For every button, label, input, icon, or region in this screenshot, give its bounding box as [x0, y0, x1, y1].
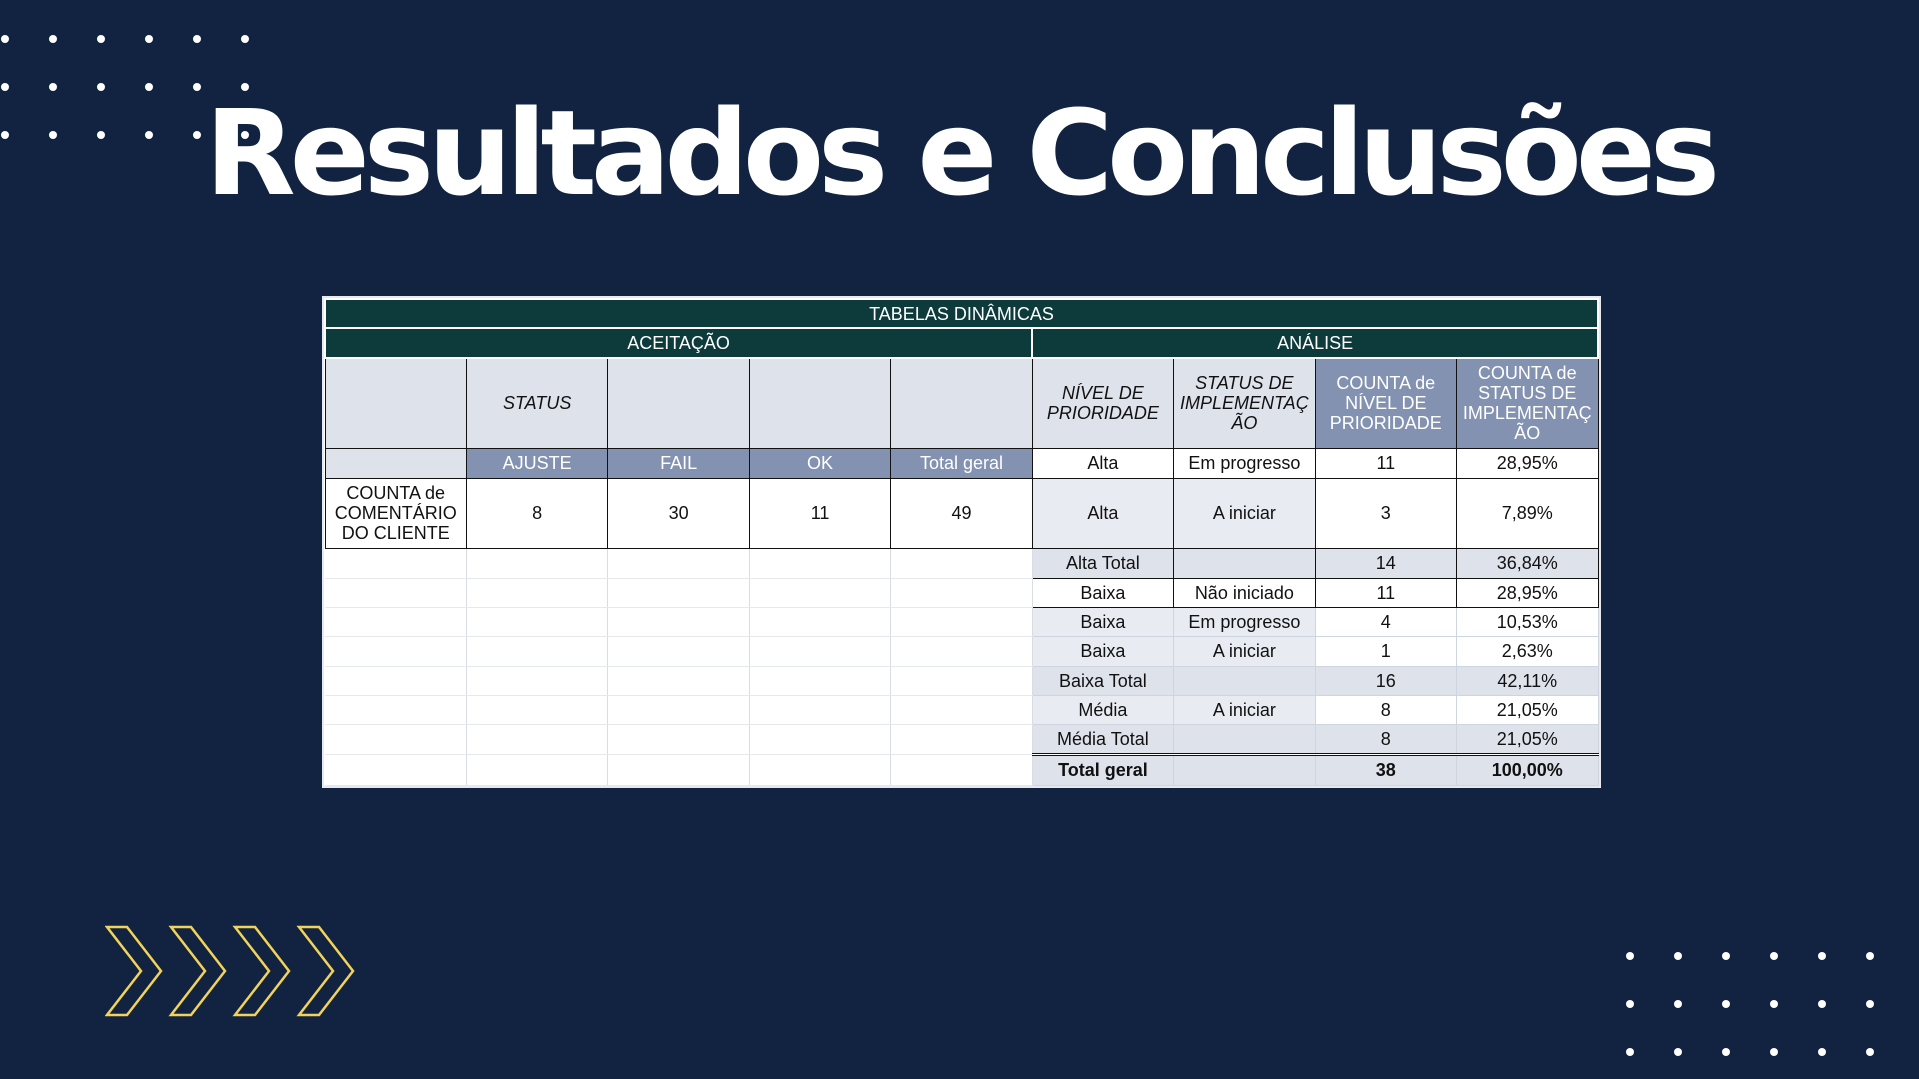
cell-status: A iniciar: [1174, 695, 1315, 724]
cell-level: Alta: [1032, 449, 1173, 478]
cell-count: 3: [1315, 478, 1456, 549]
cell-level: Baixa: [1032, 637, 1173, 666]
cell-percent: 28,95%: [1457, 578, 1599, 607]
chevron-right-icon: [171, 927, 225, 1015]
cell-count: 8: [1315, 725, 1456, 754]
table-row: [325, 449, 1598, 478]
cell-percent: 21,05%: [1457, 725, 1599, 754]
cell-percent: 2,63%: [1457, 637, 1599, 666]
column-ok: OK: [749, 449, 890, 478]
cell-level: Média: [1032, 695, 1173, 724]
section-analise: ANÁLISE: [1032, 328, 1598, 357]
cell-level: Alta Total: [1032, 549, 1173, 578]
table-row: [325, 637, 1598, 666]
header-empty: [325, 358, 466, 449]
cell-status: [1174, 725, 1315, 754]
header-counta-nivel: COUNTA de NÍVEL DE PRIORIDADE: [1315, 358, 1456, 449]
dot-icon: [145, 35, 153, 43]
dot-grid-icon: [1626, 952, 1874, 1056]
dot-icon: [1770, 952, 1778, 960]
dot-icon: [1770, 1048, 1778, 1056]
table-title: TABELAS DINÂMICAS: [325, 299, 1598, 328]
table-row: [325, 478, 1598, 549]
cell-level: Alta: [1032, 478, 1173, 549]
table-row: [325, 549, 1598, 578]
dot-icon: [1626, 1048, 1634, 1056]
cell-level: Baixa Total: [1032, 666, 1173, 695]
cell-count: 11: [1315, 449, 1456, 478]
value-total-geral: 49: [891, 478, 1032, 549]
header-empty: [325, 449, 466, 478]
cell-count: 8: [1315, 695, 1456, 724]
header-status-implementacao: STATUS DE IMPLEMENTAÇ ÃO: [1174, 358, 1315, 449]
cell-status: A iniciar: [1174, 478, 1315, 549]
header-status: STATUS: [466, 358, 607, 449]
cell-level: Baixa: [1032, 607, 1173, 636]
cell-count: 11: [1315, 578, 1456, 607]
table-row: [325, 607, 1598, 636]
table-row: [325, 666, 1598, 695]
table-row: [325, 725, 1598, 754]
cell-level: Baixa: [1032, 578, 1173, 607]
section-aceitacao: ACEITAÇÃO: [325, 328, 1032, 357]
cell-level: Média Total: [1032, 725, 1173, 754]
value-ok: 11: [749, 478, 890, 549]
cell-percent: 36,84%: [1457, 549, 1599, 578]
dot-icon: [1674, 1048, 1682, 1056]
cell-status: [1174, 754, 1315, 785]
cell-status: [1174, 549, 1315, 578]
chevron-right-icon: [105, 925, 365, 1017]
cell-status: Não iniciado: [1174, 578, 1315, 607]
dot-icon: [1818, 1000, 1826, 1008]
dot-icon: [1866, 1000, 1874, 1008]
value-ajuste: 8: [466, 478, 607, 549]
cell-percent: 10,53%: [1457, 607, 1599, 636]
header-empty: [608, 358, 749, 449]
table-row: [325, 695, 1598, 724]
cell-status: Em progresso: [1174, 449, 1315, 478]
cell-percent: 21,05%: [1457, 695, 1599, 724]
dot-icon: [1866, 1048, 1874, 1056]
dot-icon: [1722, 1048, 1730, 1056]
header-empty: [891, 358, 1032, 449]
cell-status: A iniciar: [1174, 637, 1315, 666]
header-nivel-prioridade: NÍVEL DE PRIORIDADE: [1032, 358, 1173, 449]
cell-count: 38: [1315, 754, 1456, 785]
column-ajuste: AJUSTE: [466, 449, 607, 478]
cell-status: Em progresso: [1174, 607, 1315, 636]
cell-percent: 42,11%: [1457, 666, 1599, 695]
header-empty: [749, 358, 890, 449]
table-row: [325, 578, 1598, 607]
row-label: COUNTA de COMENTÁRIO DO CLIENTE: [325, 478, 466, 549]
dot-icon: [1722, 1000, 1730, 1008]
cell-percent: 28,95%: [1457, 449, 1599, 478]
dot-icon: [1770, 1000, 1778, 1008]
dot-icon: [1818, 952, 1826, 960]
chevron-right-icon: [107, 927, 161, 1015]
cell-status: [1174, 666, 1315, 695]
dot-icon: [1674, 1000, 1682, 1008]
dot-icon: [97, 35, 105, 43]
pivot-tables: [322, 296, 1601, 788]
cell-level: Total geral: [1032, 754, 1173, 785]
cell-percent: 100,00%: [1457, 754, 1599, 785]
column-fail: FAIL: [608, 449, 749, 478]
header-counta-status: COUNTA de STATUS DE IMPLEMENTAÇ ÃO: [1457, 358, 1599, 449]
dot-icon: [49, 35, 57, 43]
cell-count: 4: [1315, 607, 1456, 636]
dot-icon: [241, 35, 249, 43]
cell-percent: 7,89%: [1457, 478, 1599, 549]
dot-icon: [1, 35, 9, 43]
cell-count: 1: [1315, 637, 1456, 666]
dot-icon: [1626, 952, 1634, 960]
dot-icon: [193, 35, 201, 43]
value-fail: 30: [608, 478, 749, 549]
page-title: Resultados e Conclusões: [204, 84, 1715, 222]
dot-icon: [1818, 1048, 1826, 1056]
chevron-right-icon: [235, 927, 289, 1015]
cell-count: 14: [1315, 549, 1456, 578]
dot-icon: [1626, 1000, 1634, 1008]
dot-icon: [1866, 952, 1874, 960]
dot-icon: [1674, 952, 1682, 960]
dot-icon: [1722, 952, 1730, 960]
cell-count: 16: [1315, 666, 1456, 695]
column-total-geral: Total geral: [891, 449, 1032, 478]
table-row-total: [325, 754, 1598, 785]
chevron-right-icon: [299, 927, 353, 1015]
pivot-table: [324, 298, 1599, 786]
